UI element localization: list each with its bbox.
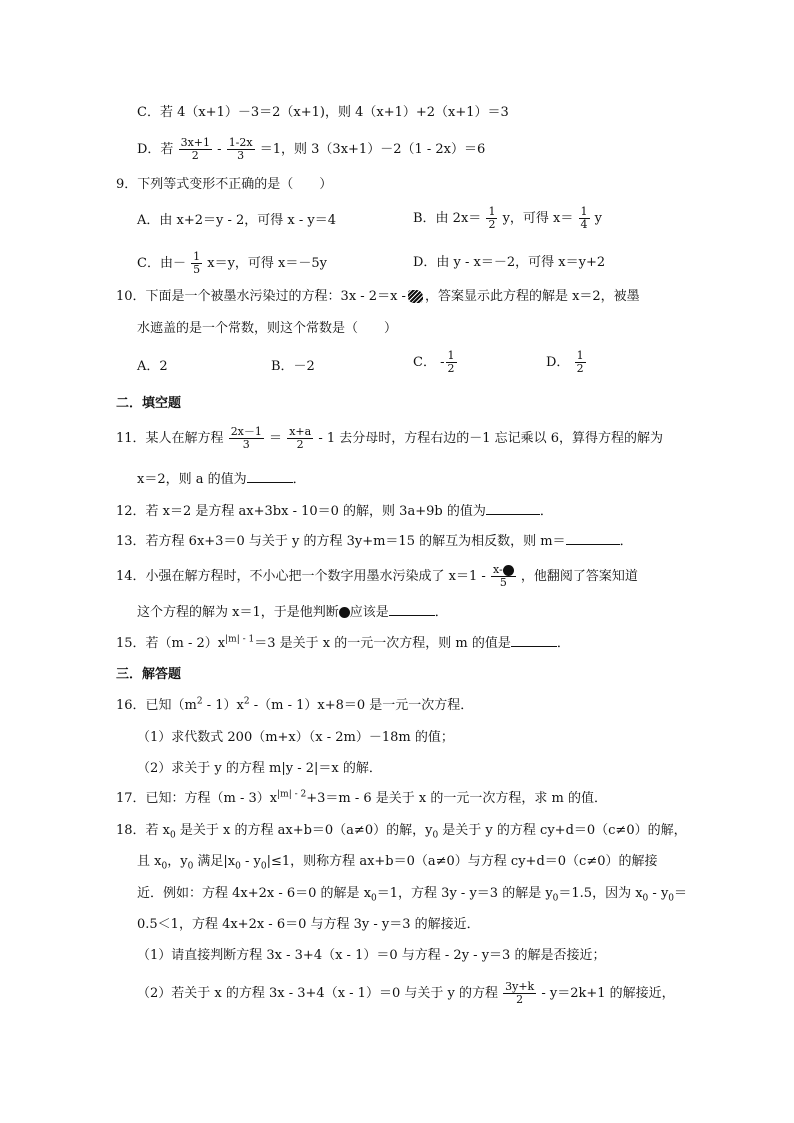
q18-l2-e: |≤1，则称方程 ax+b＝0（a≠0）与方程 cy+d＝0（c≠0）的解接 xyxy=(266,854,658,869)
q15-period: ． xyxy=(556,636,570,651)
q16-middle: - 1）x xyxy=(202,698,244,713)
q15-exponent: |m| - 1 xyxy=(225,634,255,645)
q18-l2-c: 满足|x xyxy=(193,854,236,869)
q11-period: ． xyxy=(292,472,306,487)
q11-line-1 xyxy=(116,426,663,451)
q10-c-fraction xyxy=(446,350,457,375)
q9-c-suffix: x＝y，可得 x＝－5y xyxy=(207,256,327,271)
q8-option-d xyxy=(137,137,485,162)
q14-period: ． xyxy=(434,605,448,620)
q11-f2-numerator: x+a xyxy=(289,425,312,438)
q18-line-4: 0.5＜1，方程 4x+2x - 6＝0 与方程 3y - y＝3 的解接近． xyxy=(137,917,480,932)
q18-line-1 xyxy=(116,822,687,840)
q8-option-c: C．若 4（x+1）－3＝2（x+1)，则 4（x+1）+2（x+1）＝3 xyxy=(137,105,509,120)
q15-middle: ＝3 是关于 x 的一元一次方程，则 m 的值是 xyxy=(254,636,511,651)
q12 xyxy=(116,502,553,521)
q11-answer-blank[interactable] xyxy=(247,470,293,483)
q13-period: ． xyxy=(619,534,633,549)
q10-c-minus: - xyxy=(440,355,445,370)
q18-part-2-numerator: 3y+k xyxy=(505,980,535,993)
q13-text: 13．若方程 6x+3＝0 与关于 y 的方程 3y+m＝15 的解互为相反数，则 m＝ xyxy=(116,534,566,549)
q10-d-fraction xyxy=(575,350,586,375)
q11-equals: ＝ xyxy=(269,431,283,446)
q11-f1-numerator: 2x－1 xyxy=(230,425,262,438)
q9-b-f1-denominator: 2 xyxy=(488,218,496,231)
q17-prefix: 17．已知：方程（m - 3）x xyxy=(116,791,278,806)
section-fill-in-title: 二．填空题 xyxy=(116,396,182,411)
ink-dot-icon xyxy=(503,565,514,576)
q18-line-2 xyxy=(137,853,658,871)
q18-l1-b: 是关于 x 的方程 ax+b＝0（a≠0）的解，y xyxy=(175,823,433,838)
q8-d-f1-denominator: 2 xyxy=(191,149,199,162)
q10-c-prefix: C． xyxy=(413,355,436,370)
q16-prefix: 16．已知（m xyxy=(116,698,197,713)
q18-l2-sub-2: 0 xyxy=(187,861,194,872)
q16-exponent-1: 2 xyxy=(196,696,203,707)
q18-l2-a: 且 x xyxy=(137,854,162,869)
q18-l3-e: ＝ xyxy=(674,886,688,901)
q10-c-numerator: 1 xyxy=(447,349,455,362)
q9-b-f1-numerator: 1 xyxy=(488,205,496,218)
q8-d-fraction-1 xyxy=(179,137,212,162)
q18-l3-sub-3: 0 xyxy=(642,893,649,904)
q9-b-suffix: y xyxy=(594,211,603,226)
q11-f2-denominator: 2 xyxy=(296,438,304,451)
q15 xyxy=(116,634,570,653)
q11-line-2 xyxy=(137,470,306,489)
q9-c-prefix: C．由－ xyxy=(137,256,186,271)
q15-answer-blank[interactable] xyxy=(511,634,557,647)
q18-l2-b: ，y xyxy=(167,854,188,869)
section-answer-title: 三．解答题 xyxy=(116,667,182,682)
q9-option-c xyxy=(137,251,327,276)
q14-line-2 xyxy=(137,603,448,622)
q14-fraction xyxy=(491,564,516,589)
q16-stem xyxy=(116,697,473,715)
q10-option-b: B．－2 xyxy=(271,359,315,374)
q14-line-2-middle: 应该是 xyxy=(349,605,389,620)
q9-option-a: A．由 x+2＝y - 2，可得 x - y＝4 xyxy=(137,213,337,228)
q18-part-2 xyxy=(137,981,675,1006)
q9-b-f2-denominator: 4 xyxy=(580,218,588,231)
q18-l3-b: ＝1，方程 3y - y＝3 的解是 y xyxy=(376,886,553,901)
q16-part-2: （2）求关于 y 的方程 m|y - 2|＝x 的解． xyxy=(137,761,382,776)
q9-c-denominator: 5 xyxy=(193,263,201,276)
q9-option-b xyxy=(413,206,602,231)
q16-part-1: （1）求代数式 200（m+x）（x - 2m）－18m 的值； xyxy=(137,730,454,745)
q18-l1-c: 是关于 y 的方程 cy+d＝0（c≠0）的解， xyxy=(438,823,687,838)
q18-l1-a: 18．若 x xyxy=(116,823,171,838)
q18-l2-sub-3: 0 xyxy=(235,861,241,872)
q10-d-numerator: 1 xyxy=(576,349,584,362)
q10-line-1 xyxy=(116,288,640,306)
q18-part-2-suffix: - y＝2k+1 的解接近， xyxy=(541,986,675,1001)
q10-line-1-prefix: 10．下面是一个被墨水污染过的方程：3x - 2＝x - xyxy=(116,289,406,304)
q9-b-f2-numerator: 1 xyxy=(580,205,588,218)
q18-l2-d: - y xyxy=(240,854,261,869)
q12-text: 12．若 x＝2 是方程 ax+3bx - 10＝0 的解，则 3a+9b 的值为 xyxy=(116,504,486,519)
q10-option-a: A．2 xyxy=(137,359,168,374)
q18-l2-sub-1: 0 xyxy=(161,861,168,872)
q14-denominator: 5 xyxy=(499,576,507,589)
q14-line-1 xyxy=(116,564,638,589)
q8-d-f2-denominator: 3 xyxy=(237,149,245,162)
q18-l2-sub-4: 0 xyxy=(260,861,267,872)
q11-f1-denominator: 3 xyxy=(242,438,250,451)
q18-l3-d: - y xyxy=(648,886,669,901)
q9-stem: 9．下列等式变形不正确的是（ ） xyxy=(116,177,333,192)
q10-option-d xyxy=(546,350,587,375)
q17-suffix: +3＝m - 6 是关于 x 的一元一次方程，求 m 的值． xyxy=(306,791,607,806)
q14-numerator-text: x- xyxy=(492,563,503,576)
q18-part-2-denominator: 2 xyxy=(516,993,524,1006)
q10-line-1-suffix: ，答案显示此方程的解是 x＝2，被墨 xyxy=(424,289,640,304)
ink-blot-icon xyxy=(408,290,423,303)
q18-l3-sub-1: 0 xyxy=(371,893,377,904)
q8-minus: - xyxy=(217,142,222,157)
q9-b-fraction-1 xyxy=(486,206,497,231)
q12-period: ． xyxy=(539,504,553,519)
q18-l3-a: 近．例如：方程 4x+2x - 6＝0 的解是 x xyxy=(137,886,372,901)
q17-exponent: |m| - 2 xyxy=(277,789,307,800)
q14-line-2-prefix: 这个方程的解为 x＝1，于是他判断 xyxy=(137,605,339,620)
q9-b-middle: y，可得 x＝ xyxy=(502,211,574,226)
q18-part-1: （1）请直接判断方程 3x - 3+4（x - 1）＝0 与方程 - 2y - y＝3 的解是否接近； xyxy=(137,948,606,963)
q18-part-2-fraction xyxy=(503,981,536,1006)
q10-d-denominator: 2 xyxy=(576,362,584,375)
q11-fraction-2 xyxy=(287,426,313,451)
q8-d-fraction-2 xyxy=(227,137,255,162)
q16-suffix: -（m - 1）x+8＝0 是一元一次方程． xyxy=(249,698,474,713)
q10-line-2: 水遮盖的是一个常数，则这个常数是（ ） xyxy=(137,321,398,336)
q15-prefix: 15．若（m - 2）x xyxy=(116,636,226,651)
q14-prefix: 14．小强在解方程时，不小心把一个数字用墨水污染成了 x＝1 - xyxy=(116,569,486,584)
q8-d-f2-numerator: 1-2x xyxy=(228,136,253,149)
q11-suffix: - 1 去分母时，方程右边的－1 忘记乘以 6，算得方程的解为 xyxy=(318,431,664,446)
q12-answer-blank[interactable] xyxy=(486,502,540,515)
q11-fraction-1 xyxy=(229,426,264,451)
q16-exponent-2: 2 xyxy=(243,696,250,707)
q9-b-prefix: B．由 2x＝ xyxy=(413,211,482,226)
q11-prefix: 11．某人在解方程 xyxy=(116,431,224,446)
q14-suffix: ，他翻阅了答案知道 xyxy=(520,569,638,584)
q13 xyxy=(116,532,633,551)
q8-option-d-suffix: ＝1，则 3（3x+1）－2（1 - 2x）＝6 xyxy=(259,142,486,157)
q18-l3-c: ＝1.5，因为 x xyxy=(558,886,643,901)
q10-c-denominator: 2 xyxy=(447,362,455,375)
q13-answer-blank[interactable] xyxy=(566,532,620,545)
q9-c-numerator: 1 xyxy=(193,250,201,263)
ink-dot-icon xyxy=(339,607,350,618)
q18-l1-sub-2: 0 xyxy=(432,830,439,841)
q18-l3-sub-4: 0 xyxy=(668,893,675,904)
q14-answer-blank[interactable] xyxy=(389,603,435,616)
q18-line-3 xyxy=(137,885,687,903)
q17 xyxy=(116,790,607,808)
q8-d-f1-numerator: 3x+1 xyxy=(180,136,210,149)
q18-l1-sub-1: 0 xyxy=(170,830,176,841)
q10-d-prefix: D． xyxy=(546,355,570,370)
q10-option-c xyxy=(413,350,458,375)
q18-l3-sub-2: 0 xyxy=(552,893,559,904)
q11-line-2-text: x＝2，则 a 的值为 xyxy=(137,472,247,487)
q9-b-fraction-2 xyxy=(579,206,590,231)
q9-c-fraction xyxy=(191,251,202,276)
q18-part-2-prefix: （2）若关于 x 的方程 3x - 3+4（x - 1）＝0 与关于 y 的方程 xyxy=(137,986,498,1001)
q9-option-d: D．由 y - x＝－2，可得 x＝y+2 xyxy=(413,255,606,270)
q8-option-d-prefix: D．若 xyxy=(137,142,174,157)
